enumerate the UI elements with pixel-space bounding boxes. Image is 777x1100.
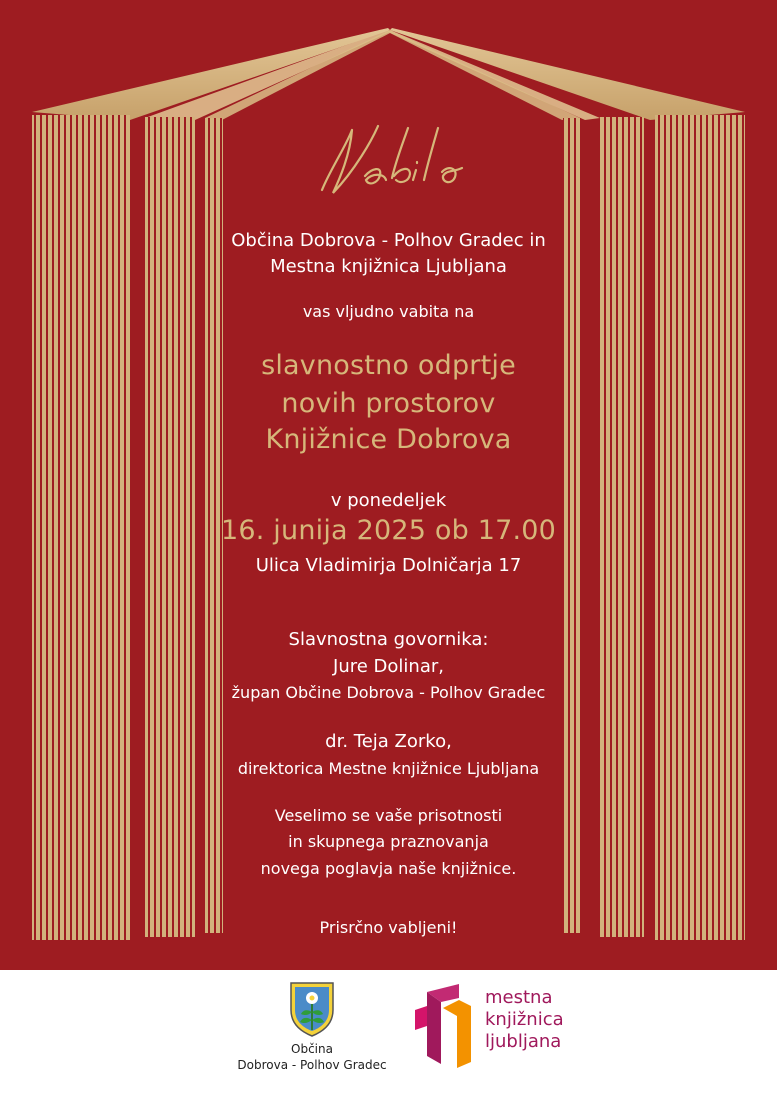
closing-line-3: novega poglavja naše knjižnice. bbox=[260, 859, 517, 878]
invite-line: vas vljudno vabita na bbox=[302, 302, 475, 321]
municipality-name-line-1: Občina bbox=[291, 1042, 333, 1056]
host-line-1: Občina Dobrova - Polhov Gradec in bbox=[231, 230, 546, 251]
address: Ulica Vladimirja Dolničarja 17 bbox=[255, 555, 522, 576]
farewell: Prisrčno vabljeni! bbox=[319, 918, 458, 937]
library-logo-text-3: ljubljana bbox=[485, 1031, 562, 1052]
vabilo-script-heading bbox=[322, 126, 462, 193]
library-logo-mark bbox=[413, 980, 475, 1070]
closing-line-2: in skupnega praznovanja bbox=[288, 832, 489, 851]
event-title-line-1: slavnostno odprtje bbox=[261, 350, 516, 381]
event-title-line-3: Knjižnice Dobrova bbox=[265, 424, 512, 455]
day-line: v ponedeljek bbox=[330, 490, 447, 511]
municipality-crest-logo bbox=[288, 980, 336, 1038]
library-logo-text-2: knjižnica bbox=[485, 1009, 564, 1030]
speaker-1-name: Jure Dolinar, bbox=[333, 656, 444, 677]
speaker-2-role: direktorica Mestne knjižnice Ljubljana bbox=[237, 759, 540, 778]
library-logo-text-1: mestna bbox=[485, 987, 553, 1008]
date-time: 16. junija 2025 ob 17.00 bbox=[220, 515, 556, 546]
footer bbox=[0, 970, 777, 1100]
closing-line-1: Veselimo se vaše prisotnosti bbox=[274, 806, 503, 825]
speakers-heading: Slavnostna govornika: bbox=[288, 629, 489, 650]
municipality-name-line-2: Dobrova - Polhov Gradec bbox=[237, 1058, 387, 1072]
event-title-line-2: novih prostorov bbox=[281, 388, 496, 419]
speaker-2-name: dr. Teja Zorko, bbox=[325, 731, 452, 752]
host-line-2: Mestna knjižnica Ljubljana bbox=[270, 256, 507, 277]
speaker-1-role: župan Občine Dobrova - Polhov Gradec bbox=[231, 683, 546, 702]
